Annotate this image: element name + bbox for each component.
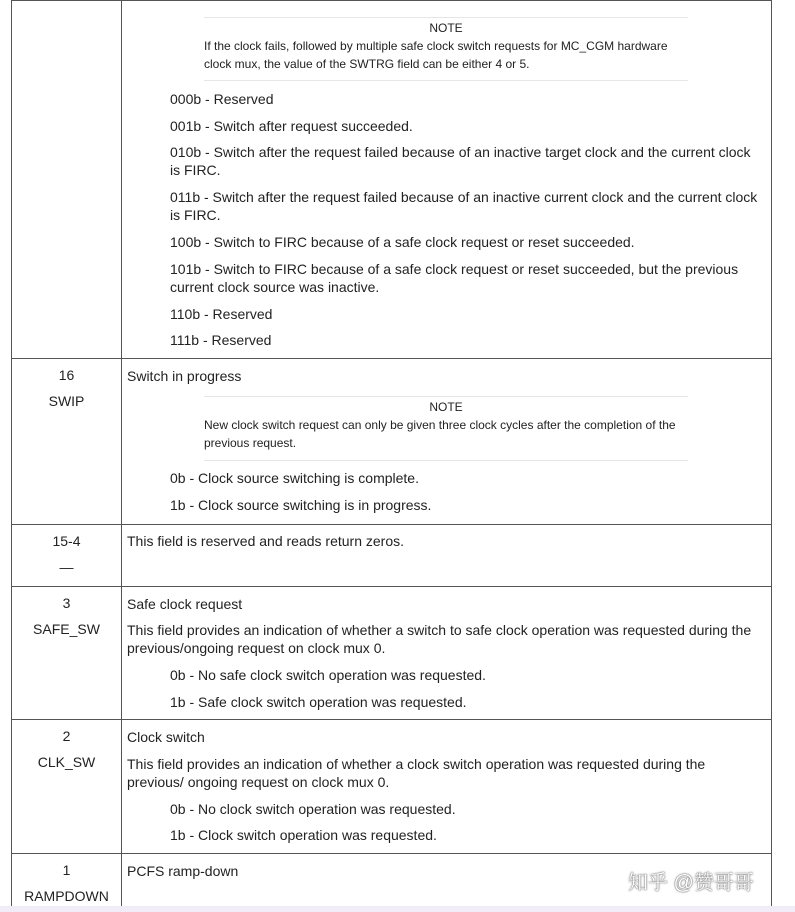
- field-description: This field provides an indication of whether a switch to safe clock operation was requested during the previous/ongoing request on clock mux 0.: [127, 622, 752, 656]
- table-row-swip: [12, 359, 771, 525]
- value-item: 111b - Reserved: [170, 332, 272, 348]
- note-box: [204, 396, 688, 461]
- value-item: 1b - Clock source switching is in progress.: [170, 497, 432, 513]
- table-row-swtrg: [12, 0, 771, 359]
- note-text: New clock switch request can only be given three clock cycles after the completion of the previous request.: [204, 418, 676, 450]
- description-cell: [122, 720, 771, 853]
- value-item: 1b - Safe clock switch operation was requested.: [170, 694, 467, 710]
- field-title: Switch in progress: [127, 368, 242, 384]
- bit-number: 16: [58, 367, 75, 383]
- description-cell: [122, 525, 771, 586]
- value-item: 100b - Switch to FIRC because of a safe clock request or reset succeeded.: [170, 234, 635, 250]
- value-item: 1b - Clock switch operation was requested.: [170, 827, 437, 843]
- bit-cell: [12, 359, 122, 524]
- bit-cell: [12, 1, 122, 358]
- bit-cell: [12, 525, 122, 586]
- field-name: RAMPDOWN: [24, 888, 109, 904]
- watermark: 知乎 @赞哥哥: [628, 872, 754, 894]
- value-item: 0b - No safe clock switch operation was requested.: [170, 667, 486, 683]
- bit-number: 2: [62, 728, 71, 744]
- table-row-safe-sw: [12, 587, 771, 720]
- description-cell: [122, 587, 771, 719]
- note-box: [204, 17, 688, 81]
- value-item: 110b - Reserved: [170, 306, 273, 322]
- bit-cell: [12, 854, 122, 912]
- field-name: CLK_SW: [37, 754, 96, 770]
- field-title: Clock switch: [127, 729, 205, 745]
- field-title: PCFS ramp-down: [127, 863, 239, 879]
- field-description: This field provides an indication of whether a clock switch operation was requested during the previous/ ongoing request on clock mux 0.: [127, 756, 706, 790]
- note-title: NOTE: [429, 21, 463, 35]
- value-item: 0b - Clock source switching is complete.: [170, 470, 419, 486]
- field-name: SWIP: [48, 393, 85, 409]
- field-title: Safe clock request: [127, 596, 243, 612]
- bottom-strip: [0, 906, 795, 912]
- description-cell: [122, 359, 771, 524]
- bit-number: 3: [62, 595, 71, 611]
- field-title: This field is reserved and reads return zeros.: [127, 533, 405, 549]
- value-item: 010b - Switch after the request failed because of an inactive target clock and the current clock is FIRC.: [170, 144, 751, 178]
- table-row-clk-sw: [12, 720, 771, 854]
- bit-number: 15-4: [52, 533, 81, 549]
- register-field-table: [11, 0, 772, 912]
- field-name: —: [59, 559, 74, 575]
- value-item: 011b - Switch after the request failed because of an inactive current clock and the current clock is FIRC.: [170, 189, 758, 223]
- note-title: NOTE: [429, 400, 463, 414]
- bit-cell: [12, 720, 122, 853]
- field-name: SAFE_SW: [33, 621, 100, 637]
- value-item: 000b - Reserved: [170, 91, 274, 107]
- bit-cell: [12, 587, 122, 719]
- description-cell: [122, 1, 771, 358]
- value-item: 001b - Switch after request succeeded.: [170, 118, 413, 134]
- bit-number: 1: [62, 862, 71, 878]
- value-item: 101b - Switch to FIRC because of a safe clock request or reset succeeded, but the previous current clock source was inactive.: [170, 261, 739, 295]
- table-row-reserved: [12, 525, 771, 587]
- value-item: 0b - No clock switch operation was requested.: [170, 801, 456, 817]
- note-text: If the clock fails, followed by multiple safe clock switch requests for MC_CGM hardware clock mux, the value of the SWTRG field can be either 4 or 5.: [204, 39, 668, 71]
